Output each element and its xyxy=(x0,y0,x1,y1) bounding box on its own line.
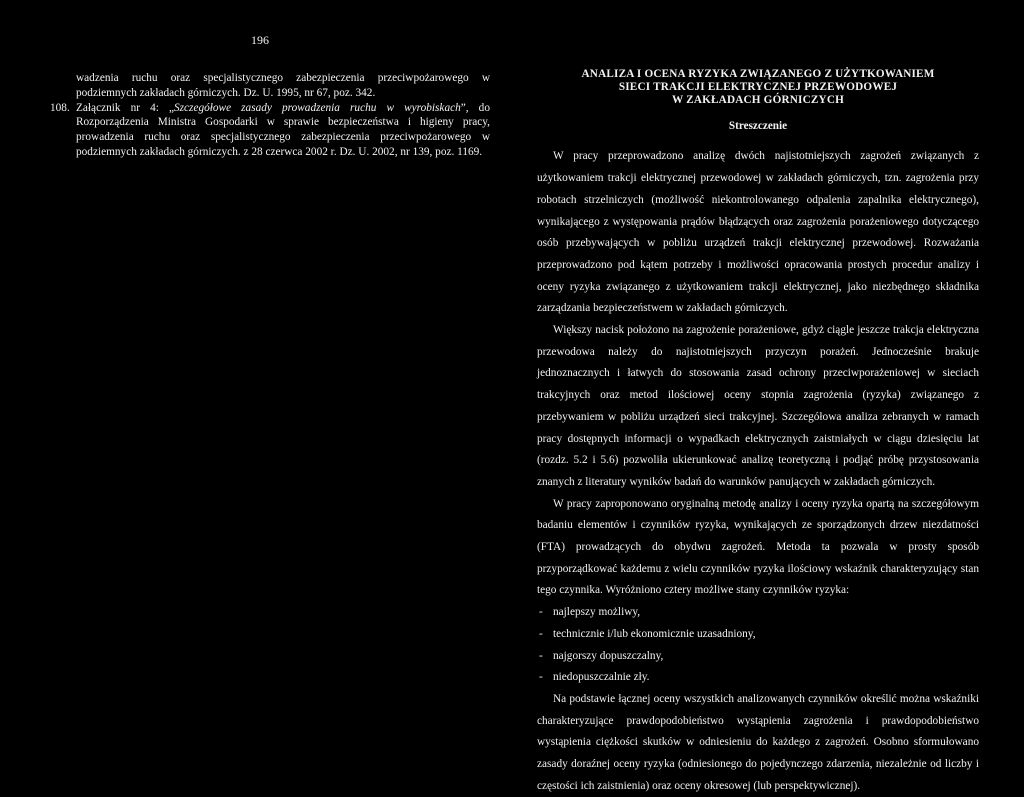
title-line-2: SIECI TRAKCJI ELEKTRYCZNEJ PRZEWODOWEJ xyxy=(618,80,898,93)
reference-text-start: Załącznik nr 4: „ xyxy=(76,101,174,114)
list-item: - najgorszy dopuszczalny, xyxy=(537,646,979,668)
abstract-paragraph-4: Na podstawie łącznej oceny wszystkich analizowanych czynników określić można wskaźniki charakteryzujące prawdopodobieństwo wystąpienia zagrożenia i prawdopodobieństwo wystąpienia ciężkości skutków w odniesieniu do każdego z zagrożeń. Osobno sformułowano zasady doraźnej oceny ryzyka (odniesionego do pojedynczego zdarzenia, niezależnie od liczby i częstości ich zaistnienia) oraz oceny okresowej (lub perspektywicznej). xyxy=(537,692,979,792)
abstract-column xyxy=(537,68,979,797)
reference-continuation: wadzenia ruchu oraz specjalistycznego zabezpieczenia przeciwpożarowego w podziemnych zakładach górniczych. Dz. U. 1995, nr 67, poz. 342. xyxy=(76,72,490,99)
references-column xyxy=(50,71,490,160)
article-title xyxy=(537,68,979,106)
reference-text-end: ”, do Rozporządzenia Ministra Gospodarki w sprawie bezpieczeństwa i higieny pracy, prowadzenia ruchu oraz specjalistycznego zabezpieczenia przeciwpożarowego w podziemnych zakładach górniczych. z 28 czerwca 2002 r. Dz. U. 2002, nr 139, poz. 1169. xyxy=(76,101,490,158)
section-heading: Streszczenie xyxy=(728,120,788,133)
abstract-paragraph-3: W pracy zaproponowano oryginalną metodę analizy i oceny ryzyka opartą na szczegółowym badaniu elementów i czynników ryzyka, wynikających ze sporządzonych drzew niezdatności (FTA) prowadzących do obydwu zagrożeń. Metoda ta pozwala w prosty sposób przyporządkować każdemu z wielu czynników ryzyka ilościowy wskaźnik charakteryzujący stan tego czynnika. Wyróżniono cztery możliwe stany czynników ryzyka: xyxy=(537,497,979,597)
reference-italic-title: Szczegółowe zasady prowadzenia ruchu w wyrobiskach xyxy=(173,101,461,114)
page-number: 196 xyxy=(251,33,269,47)
list-item: - niedopuszczalnie zły. xyxy=(537,667,979,689)
title-line-1: ANALIZA I OCENA RYZYKA ZWIĄZANEGO Z UŻYTKOWANIEM xyxy=(581,68,935,80)
abstract-paragraph-1: W pracy przeprowadzono analizę dwóch najistotniejszych zagrożeń związanych z użytkowaniem trakcji elektrycznej przewodowej w zakładach górniczych, tzn. zagrożenia przy robotach strzelniczych (możliwość niekontrolowanego odpalenia zapalnika elektrycznego), wynikającego z występowania prądów błądzących oraz zagrożenia porażeniowego dotyczącego osób przebywających w pobliżu urządzeń trakcji elektrycznej przewodowej. Rozważania przeprowadzono pod kątem potrzeby i możliwości opracowania prostych procedur analizy i oceny ryzyka związanego z użytkowaniem trakcji elektrycznej, jako niezbędnego składnika zarządzania bezpieczeństwem w zakładach górniczych. xyxy=(537,150,979,315)
risk-states-list xyxy=(537,602,979,689)
abstract-paragraph-2: Większy nacisk położono na zagrożenie porażeniowe, gdyż ciągle jeszcze trakcja elektryczna przewodowa należy do najistotniejszych przyczyn porażeń. Jednocześnie brakuje jednoznacznych i łatwych do stosowania zasad ochrony przeciwporażeniowej w sieciach trakcyjnych oraz metod ilościowej oceny stopnia zagrożenia (ryzyka) związanego z przebywaniem w pobliżu urządzeń sieci trakcyjnej. Szczegółowa analiza zebranych w ramach pracy dostępnych informacji o wypadkach elektrycznych zaistniałych w ciągu dziesięciu lat (rozdz. 5.2 i 5.6) pozwoliła ukierunkować analizę teoretyczną i podjąć próbę przystosowania znanych z literatury wyników badań do warunków panujących w zakładach górniczych. xyxy=(537,324,979,488)
list-item: - technicznie i/lub ekonomicznie uzasadniony, xyxy=(537,624,979,646)
reference-number: 108. xyxy=(50,101,70,114)
title-line-3: W ZAKŁADACH GÓRNICZYCH xyxy=(671,93,845,106)
reference-item-108 xyxy=(50,101,490,160)
list-item: - najlepszy możliwy, xyxy=(537,602,979,624)
